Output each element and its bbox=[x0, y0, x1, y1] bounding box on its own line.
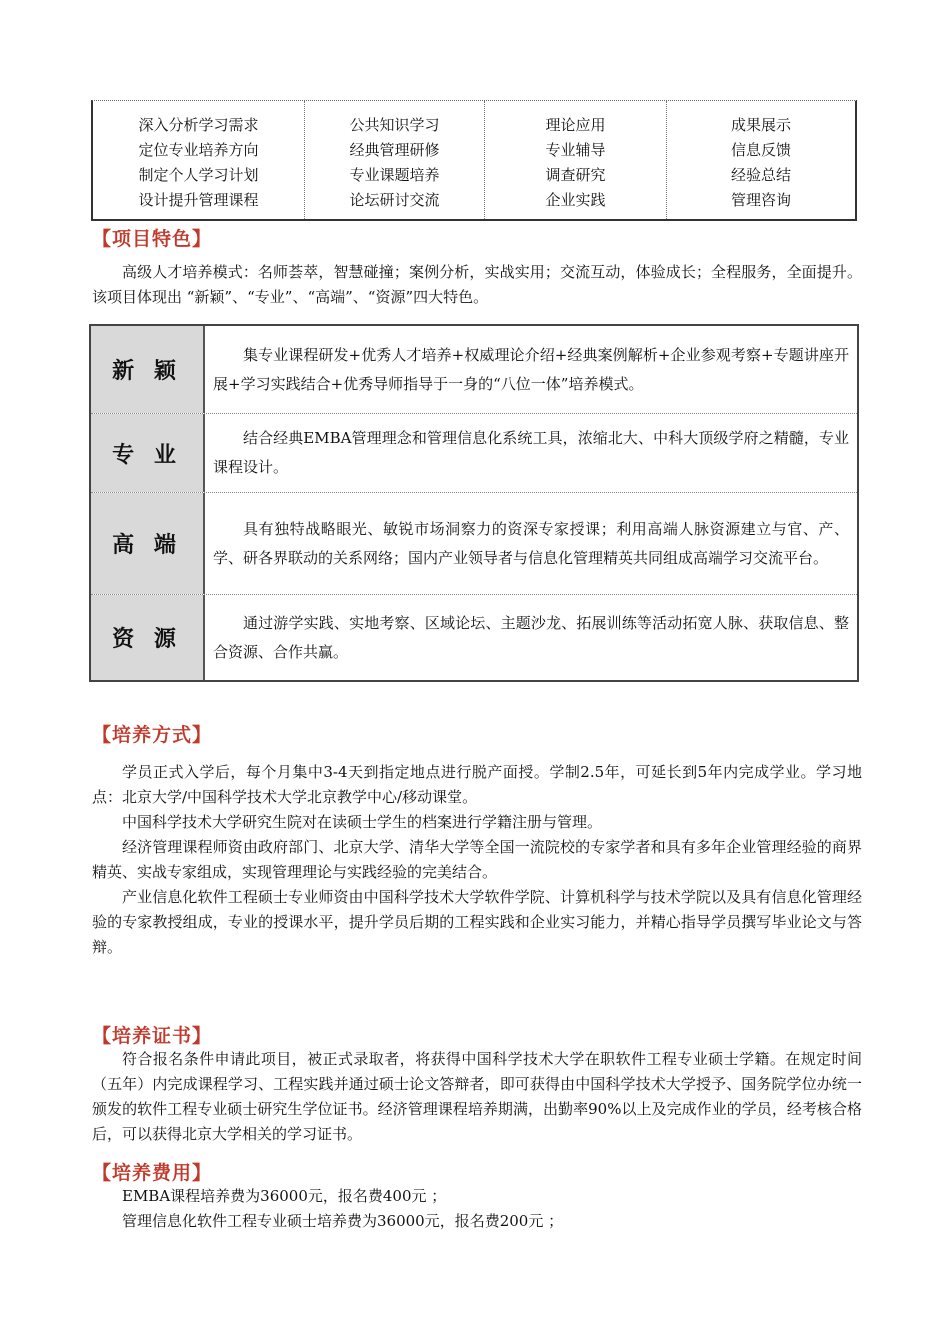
section-heading-certificate: 【培养证书】 bbox=[92, 1025, 213, 1047]
process-cell: 设计提升管理课程 bbox=[138, 191, 259, 209]
feature-row bbox=[91, 493, 857, 595]
process-cell: 理论应用 bbox=[545, 116, 606, 134]
process-cell: 专业辅导 bbox=[545, 141, 606, 159]
feature-label: 高 端 bbox=[91, 493, 205, 594]
process-column-2 bbox=[305, 101, 485, 219]
feature-row bbox=[91, 414, 857, 493]
fees-body bbox=[92, 1184, 862, 1234]
section-heading-fees: 【培养费用】 bbox=[92, 1162, 213, 1184]
feature-text: 具有独特战略眼光、敏锐市场洞察力的资深专家授课；利用高端人脉资源建立与官、产、学、研各界联动的关系网络；国内产业领导者与信息化管理精英共同组成高端学习交流平台。 bbox=[213, 519, 849, 567]
process-cell: 公共知识学习 bbox=[349, 116, 440, 134]
section-heading-training-method: 【培养方式】 bbox=[92, 724, 213, 746]
feature-description bbox=[205, 493, 857, 594]
feature-table bbox=[89, 324, 859, 682]
feature-text: 通过游学实践、实地考察、区域论坛、主题沙龙、拓展训练等活动拓宽人脉、获取信息、整合资源、合作共赢。 bbox=[213, 613, 849, 661]
feature-label: 新 颖 bbox=[91, 326, 205, 413]
process-cell: 专业课题培养 bbox=[349, 166, 440, 184]
paragraph: 中国科学技术大学研究生院对在读硕士学生的档案进行学籍注册与管理。 bbox=[122, 813, 603, 831]
process-column-1 bbox=[93, 101, 305, 219]
paragraph: 符合报名条件申请此项目，被正式录取者，将获得中国科学技术大学在职软件工程专业硕士学籍。在规定时间（五年）内完成课程学习、工程实践并通过硕士论文答辩者，即可获得由中国科学技术大学授予、国务院学位办统一颁发的软件工程专业硕士研究生学位证书。经济管理课程培养期满，出勤率90%以上及完成作业的学员，经考核合格后，可以获得北京大学相关的学习证书。 bbox=[92, 1050, 862, 1143]
feature-label: 专 业 bbox=[91, 414, 205, 492]
section-heading-features: 【项目特色】 bbox=[92, 228, 213, 250]
feature-label: 资 源 bbox=[91, 595, 205, 680]
feature-description bbox=[205, 595, 857, 680]
feature-text: 集专业课程研发+优秀人才培养+权威理论介绍+经典案例解析+企业参观考察+专题讲座开展+学习实践结合+优秀导师指导于一身的“八位一体”培养模式。 bbox=[213, 345, 849, 393]
process-column-3 bbox=[485, 101, 667, 219]
process-cell: 成果展示 bbox=[730, 116, 791, 134]
process-cell: 论坛研讨交流 bbox=[349, 191, 440, 209]
process-cell: 制定个人学习计划 bbox=[138, 166, 259, 184]
feature-text: 结合经典EMBA管理理念和管理信息化系统工具，浓缩北大、中科大顶级学府之精髓，专业课程设计。 bbox=[213, 429, 849, 476]
certificate-body bbox=[92, 1047, 862, 1147]
feature-description bbox=[205, 326, 857, 413]
process-cell: 经验总结 bbox=[730, 166, 791, 184]
paragraph: 管理信息化软件工程专业硕士培养费为36000元，报名费200元 ； bbox=[122, 1212, 564, 1230]
paragraph: 产业信息化软件工程硕士专业师资由中国科学技术大学软件学院、计算机科学与技术学院以及具有信息化管理经验的专家教授组成，专业的授课水平，提升学员后期的工程实践和企业实习能力，并精心指导学员撰写毕业论文与答辩。 bbox=[92, 888, 862, 956]
process-cell: 企业实践 bbox=[545, 191, 606, 209]
paragraph: 高级人才培养模式：名师荟萃，智慧碰撞；案例分析，实战实用；交流互动，体验成长；全程服务，全面提升。该项目体现出 “新颖”、“专业”、“高端”、“资源”四大特色。 bbox=[92, 263, 862, 306]
training-method-body bbox=[92, 760, 862, 960]
paragraph: EMBA课程培养费为36000元，报名费400元 ； bbox=[122, 1187, 447, 1205]
process-table bbox=[91, 100, 857, 221]
process-column-4 bbox=[667, 101, 855, 219]
features-intro bbox=[92, 260, 862, 310]
process-cell: 深入分析学习需求 bbox=[138, 116, 259, 134]
process-cell: 管理咨询 bbox=[730, 191, 791, 209]
process-cell: 信息反馈 bbox=[730, 141, 791, 159]
feature-description bbox=[205, 414, 857, 492]
process-cell: 定位专业培养方向 bbox=[138, 141, 259, 159]
feature-row bbox=[91, 595, 857, 680]
feature-row bbox=[91, 326, 857, 414]
paragraph: 学员正式入学后，每个月集中3-4天到指定地点进行脱产面授。学制2.5年，可延长到5年内完成学业。学习地点：北京大学/中国科学技术大学北京教学中心/移动课堂。 bbox=[92, 763, 862, 806]
paragraph: 经济管理课程师资由政府部门、北京大学、清华大学等全国一流院校的专家学者和具有多年企业管理经验的商界精英、实战专家组成，实现管理理论与实践经验的完美结合。 bbox=[92, 838, 862, 881]
process-cell: 经典管理研修 bbox=[349, 141, 440, 159]
process-cell: 调查研究 bbox=[545, 166, 606, 184]
